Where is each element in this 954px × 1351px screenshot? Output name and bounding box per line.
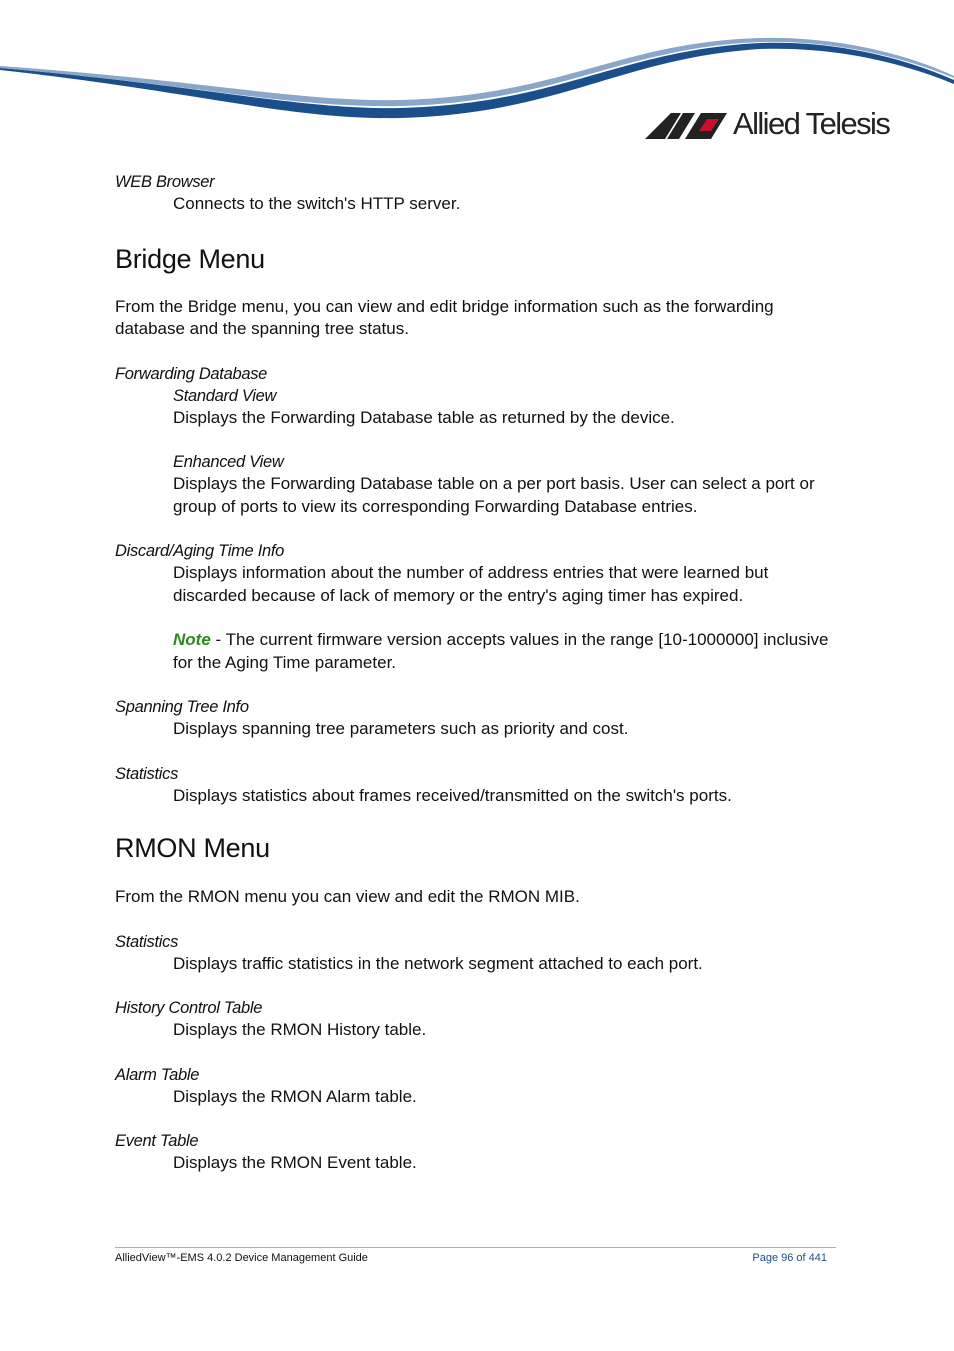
desc-standard-view: Displays the Forwarding Database table as returned by the device. bbox=[173, 407, 675, 427]
term-bridge-statistics: Statistics bbox=[115, 764, 179, 783]
term-event-table: Event Table bbox=[115, 1132, 199, 1150]
desc-event-table: Displays the RMON Event table. bbox=[173, 1153, 417, 1172]
term-spanning-tree: Spanning Tree Info bbox=[115, 698, 249, 716]
note-aging-time bbox=[173, 629, 837, 674]
term-discard-aging: Discard/Aging Time Info bbox=[115, 542, 285, 560]
footer-document-title: AlliedView™-EMS 4.0.2 Device Management Guide bbox=[115, 1252, 368, 1264]
bridge-intro: From the Bridge menu, you can view and edit bridge information such as the forwarding database and the spanning tree status. bbox=[115, 296, 774, 338]
desc-spanning-tree: Displays spanning tree parameters such as priority and cost. bbox=[173, 719, 629, 738]
desc-discard-aging: Displays information about the number of address entries that were learned but discarded because of lack of memory or the entry's aging timer has expired. bbox=[173, 563, 769, 605]
allied-telesis-logo bbox=[645, 108, 905, 148]
page-content bbox=[115, 171, 837, 1175]
desc-rmon-statistics: Displays traffic statistics in the network segment attached to each port. bbox=[173, 953, 703, 973]
note-text: - The current firmware version accepts values in the range [10-1000000] inclusive for the Aging Time parameter. bbox=[173, 630, 829, 672]
desc-alarm-table: Displays the RMON Alarm table. bbox=[173, 1086, 417, 1106]
term-forwarding-database: Forwarding Database bbox=[115, 364, 268, 383]
note-label: Note bbox=[173, 630, 211, 649]
term-alarm-table: Alarm Table bbox=[115, 1065, 200, 1084]
footer-divider bbox=[115, 1247, 836, 1248]
term-rmon-statistics: Statistics bbox=[115, 932, 179, 951]
desc-web-browser: Connects to the switch's HTTP server. bbox=[173, 194, 461, 213]
desc-history-control: Displays the RMON History table. bbox=[173, 1020, 427, 1039]
term-history-control: History Control Table bbox=[115, 999, 263, 1017]
term-standard-view: Standard View bbox=[173, 386, 277, 405]
heading-rmon-menu: RMON Menu bbox=[115, 833, 270, 863]
desc-enhanced-view: Displays the Forwarding Database table on a per port basis. User can select a port or group of ports to view its corresponding Forwarding Database entries. bbox=[173, 474, 815, 516]
term-web-browser: WEB Browser bbox=[115, 173, 215, 191]
logo-text: Allied Telesis bbox=[733, 106, 890, 141]
rmon-intro: From the RMON menu you can view and edit the RMON MIB. bbox=[115, 887, 580, 906]
heading-bridge-menu: Bridge Menu bbox=[115, 243, 265, 274]
desc-bridge-statistics: Displays statistics about frames received/transmitted on the switch's ports. bbox=[173, 785, 732, 805]
allied-telesis-logo-mark-icon bbox=[645, 113, 727, 139]
footer-page-number: Page 96 of 441 bbox=[752, 1252, 827, 1264]
term-enhanced-view: Enhanced View bbox=[173, 453, 284, 471]
